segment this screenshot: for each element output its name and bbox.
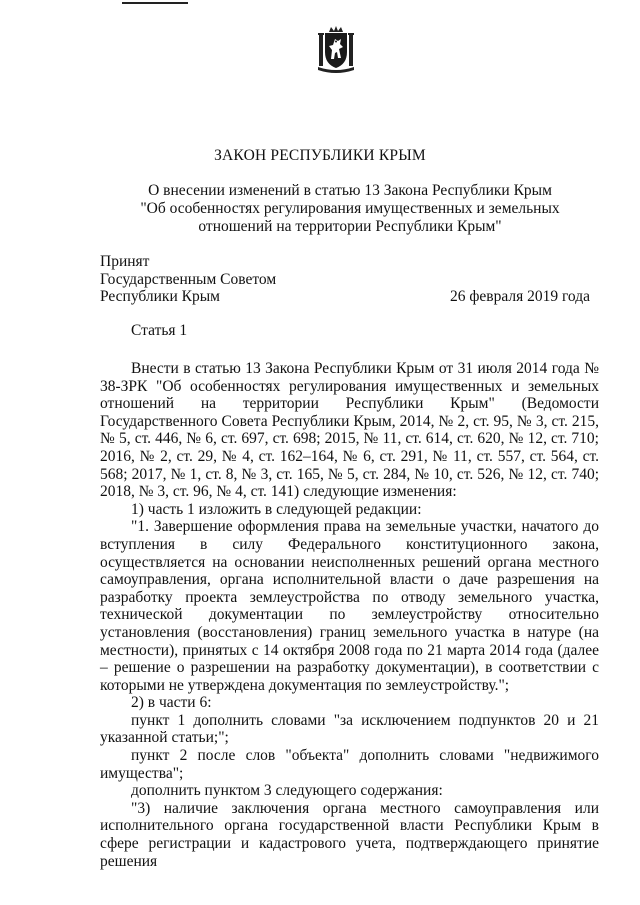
body-paragraph: 1) часть 1 изложить в следующей редакции: (131, 500, 422, 518)
body-paragraph: пункт 2 после слов "объекта" дополнить словами "недвижимого имущества"; (100, 747, 599, 782)
law-subtitle (100, 182, 600, 236)
adoption-date: 26 февраля 2019 года (449, 288, 590, 305)
adopted-by: Государственным Советом (100, 270, 277, 288)
body-paragraph: Внести в статью 13 Закона Республики Крым от 31 июля 2014 года № 38-ЗРК "Об особенностях регулирования имущественных и земельных отношений на территории Республики Крым" (Ведомости Государственного Совета Республики Крым, 2014, № 2, ст. 95, № 3, ст. 215, № 5, ст. 446, № 6, ст. 697, ст. 698; 2015, № 11, ст. 614, ст. 620, № 12, ст. 710; 2016, № 2, ст. 29, № 4, ст. 162–164, № 6, ст. 291, № 11, ст. 557, ст. 564, ст. 568; 2017, № 1, ст. 8, № 3, ст. 165, № 5, ст. 284, № 10, ст. 526, № 12, ст. 740; 2018, № 3, ст. 96, № 4, ст. 141) следующие изменения: (100, 360, 599, 501)
body-paragraph: "3) наличие заключения органа местного самоуправления или исполнительного органа государственной власти Республики Крым в сфере регистрации и кадастрового учета, подтверждающего принятие решения (100, 799, 599, 870)
crimea-coat-of-arms-icon (316, 26, 356, 74)
body-paragraph: 2) в части 6: (131, 694, 212, 712)
law-body (100, 360, 599, 870)
subtitle-line: "Об особенностях регулирования имущественных и земельных (140, 200, 560, 217)
adopted-by-region: Республики Крым (100, 288, 220, 306)
article-heading: Статья 1 (131, 322, 188, 339)
subtitle-line: О внесении изменений в статью 13 Закона Республики Крым (148, 182, 552, 199)
law-title: ЗАКОН РЕСПУБЛИКИ КРЫМ (214, 147, 426, 164)
body-paragraph: "1. Завершение оформления права на земельные участки, начатого до вступления в силу Федерального конституционного закона, осуществляется на основании неисполненных решений органа местного самоуправления, органа исполнительной власти о даче разрешения на разработку проекта землеустройства по отводу земельного участка, технической документации по землеустройству относительно установления (восстановления) границ земельного участка в натуре (на местности), принятых с 14 октября 2008 года по 21 марта 2014 года (далее – решение о разрешении на разработку документации), в соответствии с которыми не утверждена документация по землеустройству."; (100, 518, 599, 694)
body-paragraph: дополнить пунктом 3 следующего содержания: (131, 782, 443, 800)
subtitle-line: отношений на территории Республики Крым" (198, 218, 502, 235)
scan-mark-line (122, 2, 188, 4)
body-paragraph: пункт 1 дополнить словами "за исключением подпунктов 20 и 21 указанной статьи;"; (100, 711, 599, 747)
adopted-label: Принят (100, 253, 150, 270)
adoption-block (100, 253, 276, 306)
